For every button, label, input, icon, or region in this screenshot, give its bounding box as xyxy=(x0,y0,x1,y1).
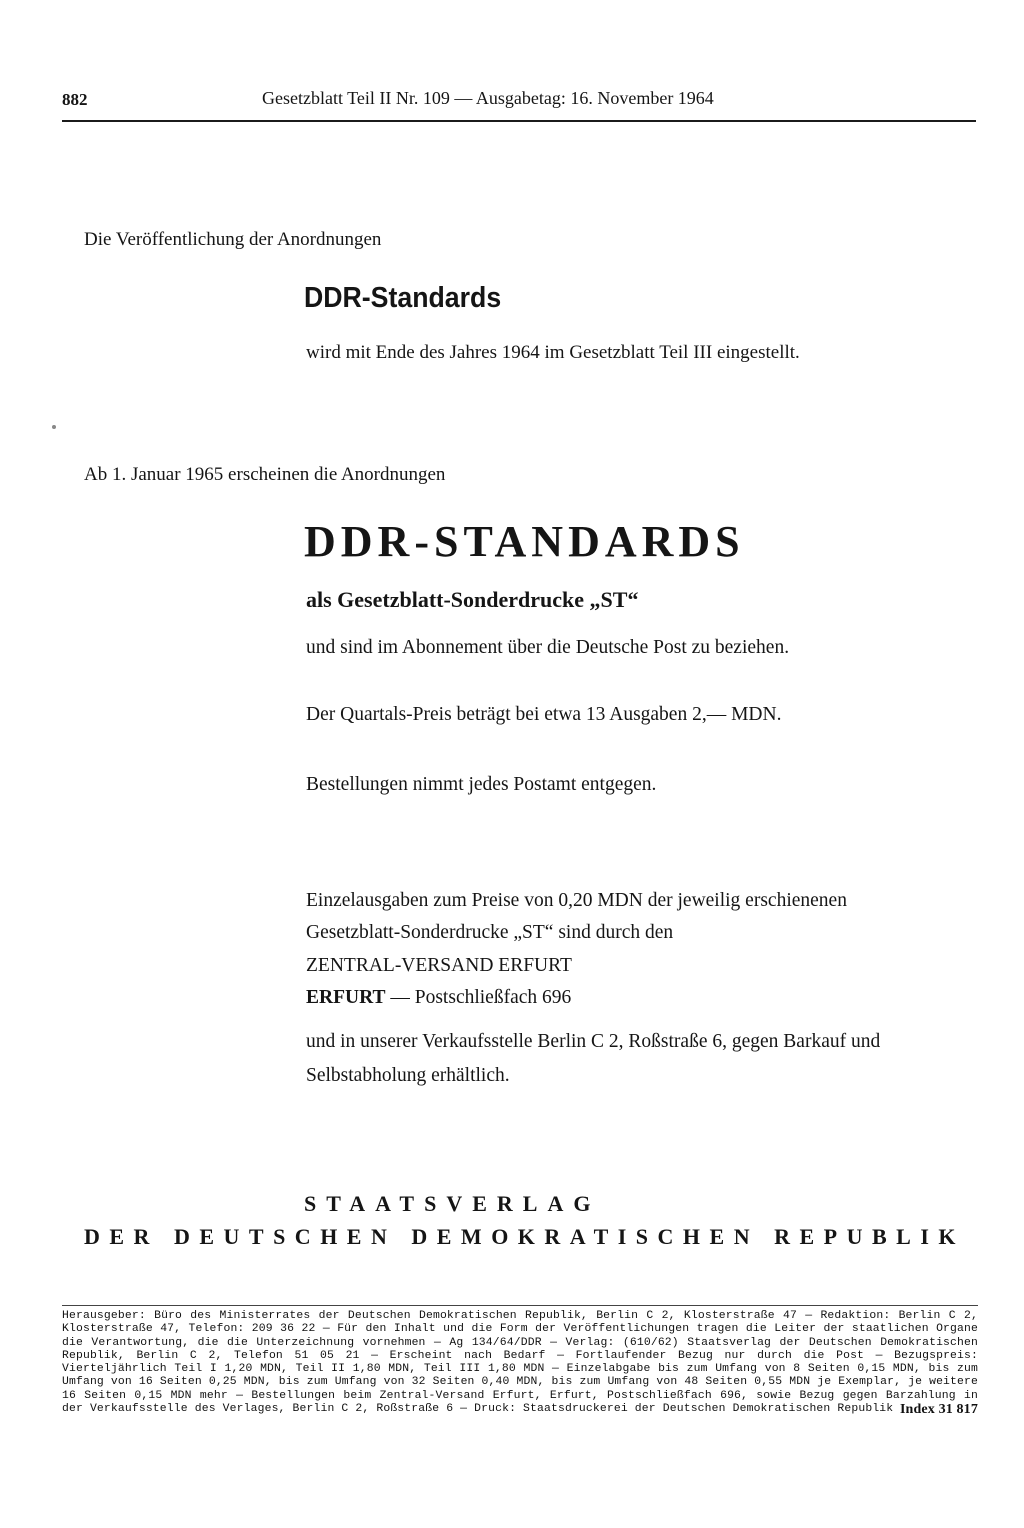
notice-discontinued: wird mit Ende des Jahres 1964 im Gesetzblatt Teil III eingestellt. xyxy=(306,342,800,363)
new-series-heading: DDR-STANDARDS xyxy=(304,517,745,566)
imprint-footer xyxy=(62,1310,978,1416)
single-issues-line1: Einzelausgaben zum Preise von 0,20 MDN der jeweilig erschienenen xyxy=(306,890,847,911)
single-issues-line2: Gesetzblatt-Sonderdrucke „ST“ sind durch den xyxy=(306,922,674,943)
postbox-line xyxy=(306,987,571,1009)
new-series-subheading: als Gesetzblatt-Sonderdrucke „ST“ xyxy=(306,587,639,612)
notice-heading: DDR-Standards xyxy=(304,282,502,314)
postbox-text: — Postschließfach 696 xyxy=(385,987,572,1008)
publisher-name: STAATSVERLAG xyxy=(304,1191,601,1216)
single-issues-line6: Selbstabholung erhältlich. xyxy=(306,1065,510,1086)
footer-rule xyxy=(62,1305,978,1306)
subscription-text: und sind im Abonnement über die Deutsche Post zu beziehen. xyxy=(306,637,790,658)
page-number: 882 xyxy=(62,90,88,109)
footer-text: Herausgeber: Büro des Ministerrates der Deutschen Demokratischen Republik, Berlin C 2, Klosterstraße 47 — Redaktion: Berlin C 2, Klosterstraße 47, Telefon: 209 36 22 — Für den Inhalt und die Form der Veröffentlichungen tragen die Leiter der staatlichen Organe die Verantwortung, die die Unterzeichnung vornehmen — Ag 134/64/DDR — Verlag: (610/62) Staatsverlag der Deutschen Demokratischen Republik, Berlin C 2, Telefon 51 05 21 — Erscheint nach Bedarf — Fortlaufender Bezug nur durch die Post — Bezugspreis: Vierteljährlich Teil I 1,20 MDN, Teil II 1,80 MDN, Teil III 1,80 MDN — Einzelabgabe bis zum Umfang von 8 Seiten 0,15 MDN, bis zum Umfang von 16 Seiten 0,25 MDN, bis zum Umfang von 32 Seiten 0,40 MDN, bis zum Umfang von 48 Seiten 0,55 MDN je Exemplar, je weitere 16 Seiten 0,15 MDN mehr — Bestellungen beim Zentral-Versand Erfurt, Erfurt, Postschließfach 696, sowie Bezug gegen Barzahlung in der Verkaufsstelle des Verlages, Berlin C 2, Roßstraße 6 — Druck: Staatsdruckerei der Deutschen Demokratischen Republik xyxy=(62,1310,978,1416)
erfurt-city: ERFURT xyxy=(306,987,386,1008)
zentral-versand: ZENTRAL-VERSAND ERFURT xyxy=(306,955,572,976)
price-text: Der Quartals-Preis beträgt bei etwa 13 Ausgaben 2,— MDN. xyxy=(306,704,782,725)
single-issues-line5: und in unserer Verkaufsstelle Berlin C 2, Roßstraße 6, gegen Barkauf und xyxy=(306,1031,881,1052)
header-rule xyxy=(62,120,976,122)
notice-intro: Die Veröffentlichung der Anordnungen xyxy=(84,229,382,250)
index-number: Index 31 817 xyxy=(899,1402,978,1418)
scan-speck xyxy=(52,425,56,429)
new-series-intro: Ab 1. Januar 1965 erscheinen die Anordnungen xyxy=(84,464,446,485)
publisher-country: DER DEUTSCHEN DEMOKRATISCHEN REPUBLIK xyxy=(84,1224,966,1249)
gazette-header: Gesetzblatt Teil II Nr. 109 — Ausgabetag: 16. November 1964 xyxy=(262,88,714,108)
orders-text: Bestellungen nimmt jedes Postamt entgegen. xyxy=(306,774,657,795)
